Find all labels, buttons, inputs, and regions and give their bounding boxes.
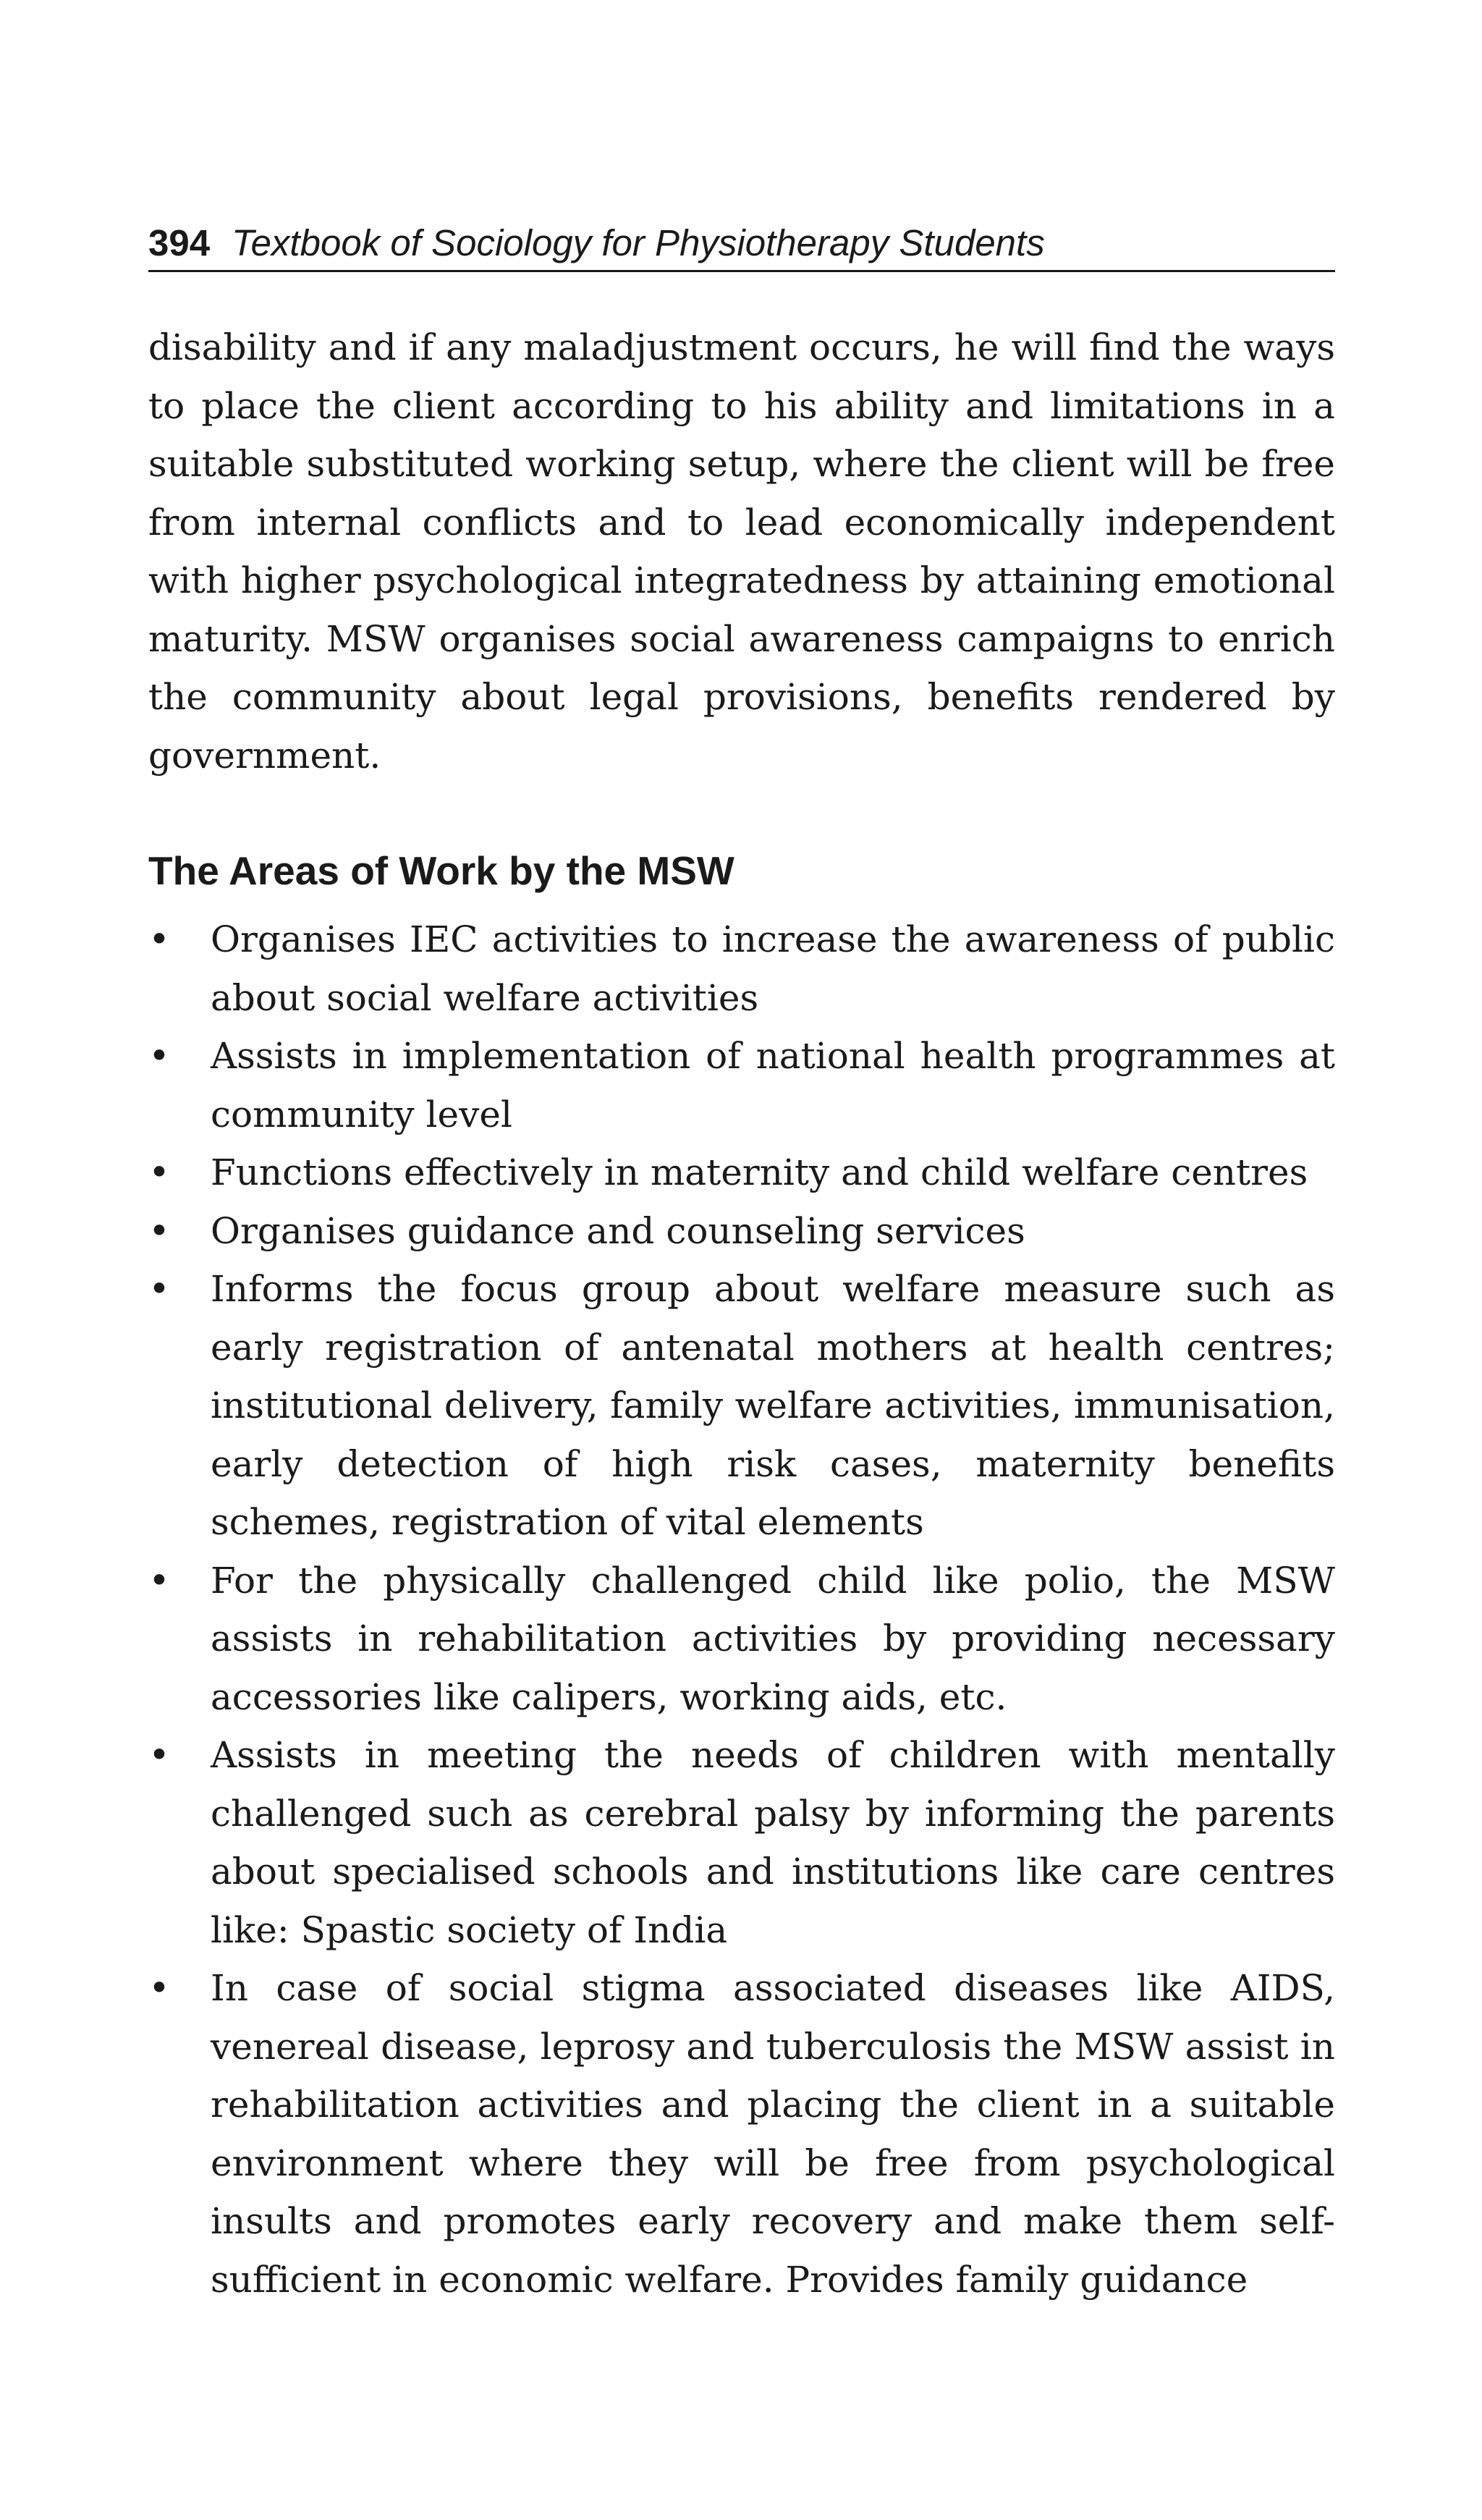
bullet-icon: • (148, 1559, 170, 1602)
list-item-text: Organises guidance and counseling services (211, 1209, 1025, 1252)
list-item (148, 1959, 1335, 2309)
bullet-icon: • (148, 1151, 170, 1193)
bullet-icon: • (148, 1035, 170, 1077)
list-item-text: In case of social stigma associated diseases like AIDS, venereal disease, leprosy and tuberculosis the MSW assist in rehabilitation activities and placing the client in a suitable environment where they will be free from psychological insults and promotes early recovery and make them self-sufficient in economic welfare. Provides family guidance (211, 1967, 1335, 2301)
bullet-icon: • (148, 1967, 170, 2009)
bullet-icon: • (148, 1209, 170, 1252)
list-item (148, 1202, 1335, 1261)
list-item (148, 1260, 1335, 1552)
list-item-text: Organises IEC activities to increase the awareness of public about social welfare activities (211, 918, 1335, 1019)
page-number: 394 (148, 222, 211, 263)
list-item-text: Functions effectively in maternity and child welfare centres (211, 1151, 1308, 1193)
list-item-text: Assists in meeting the needs of children with mentally challenged such as cerebral palsy by informing the parents about specialised schools and institutions like care centres like: Spastic society of India (211, 1734, 1335, 1951)
book-title: Textbook of Sociology for Physiotherapy Students (232, 222, 1045, 263)
section-heading: The Areas of Work by the MSW (148, 848, 734, 893)
bullet-icon: • (148, 1268, 170, 1310)
list-item (148, 1143, 1335, 1202)
list-item-text: Assists in implementation of national health programmes at community level (211, 1035, 1335, 1136)
list-item (148, 1552, 1335, 1727)
intro-paragraph: disability and if any maladjustment occurs, he will find the ways to place the client according to his ability and limitations in a suitable substituted working setup, where the client will be free from internal conflicts and to lead economically independent with higher psychological integratedness by attaining emotional maturity. MSW organises social awareness campaigns to enrich the community about legal provisions, benefits rendered by government. (148, 326, 1335, 777)
areas-of-work-list (148, 910, 1335, 2309)
list-item (148, 910, 1335, 1027)
list-item-text: Informs the focus group about welfare measure such as early registration of antenatal mothers at health centres; institutional delivery, family welfare activities, immunisation, early detection of high risk cases, maternity benefits schemes, registration of vital elements (211, 1268, 1335, 1543)
bullet-icon: • (148, 1734, 170, 1776)
bullet-icon: • (148, 918, 170, 960)
list-item-text: For the physically challenged child like polio, the MSW assists in rehabilitation activities by providing necessary accessories like calipers, working aids, etc. (211, 1559, 1335, 1718)
list-item (148, 1726, 1335, 1959)
list-item (148, 1027, 1335, 1143)
running-header (148, 214, 1335, 272)
